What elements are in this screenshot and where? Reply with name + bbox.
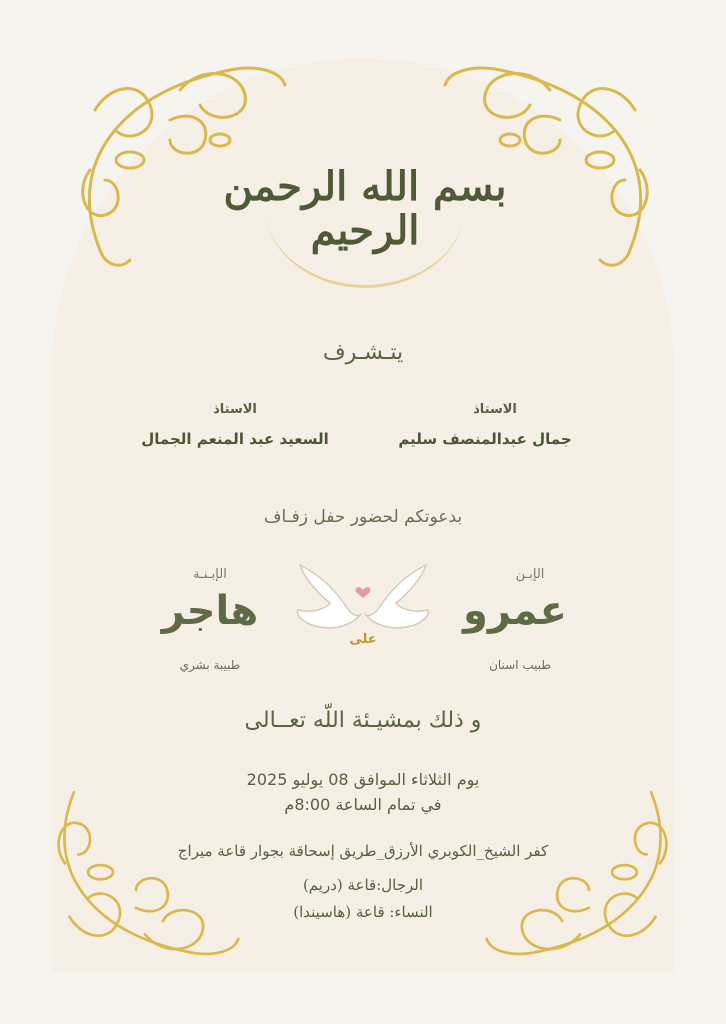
bride-profession: طبيبة بشري <box>179 658 241 672</box>
blessing-text: و ذلك بمشيـئة اللّه تعــالى <box>244 708 482 733</box>
basmala-decoration <box>265 125 465 288</box>
time-line: في تمام الساعة 8:00م <box>284 795 442 814</box>
host-1-name: جمال عبدالمنصف سليم <box>398 430 572 448</box>
groom-profession: طبيب اسنان <box>489 658 551 672</box>
women-hall: النساء: قاعة (هاسيندا) <box>293 903 433 921</box>
basmala-calligraphy: بسم الله الرحمن الرحيم <box>223 163 507 254</box>
host-2-name: السعيد عبد المنعم الجمال <box>141 430 329 448</box>
connector-text: على <box>349 632 377 647</box>
groom-name: عمرو <box>463 588 567 634</box>
men-hall: الرجال:قاعة (دريم) <box>302 876 424 894</box>
heart-icon <box>356 587 371 598</box>
groom-label: الإبـن <box>515 567 545 582</box>
host-1-title: الاستاذ <box>473 402 517 417</box>
bride-name: هاجر <box>161 588 259 634</box>
bride-label: الإبـنـة <box>193 567 227 582</box>
host-2-title: الاستاذ <box>213 402 257 417</box>
honor-title: يتـشـرف <box>322 340 404 365</box>
address-text: كفر الشيخ_الكوبري الأرزق_طريق إسحاقة بجوار قاعة ميراج <box>177 842 549 860</box>
date-line: يوم الثلاثاء الموافق 08 يوليو 2025 <box>246 770 480 789</box>
invitation-text: بدعوتكم لحضور حفل زفـاف <box>263 507 463 527</box>
